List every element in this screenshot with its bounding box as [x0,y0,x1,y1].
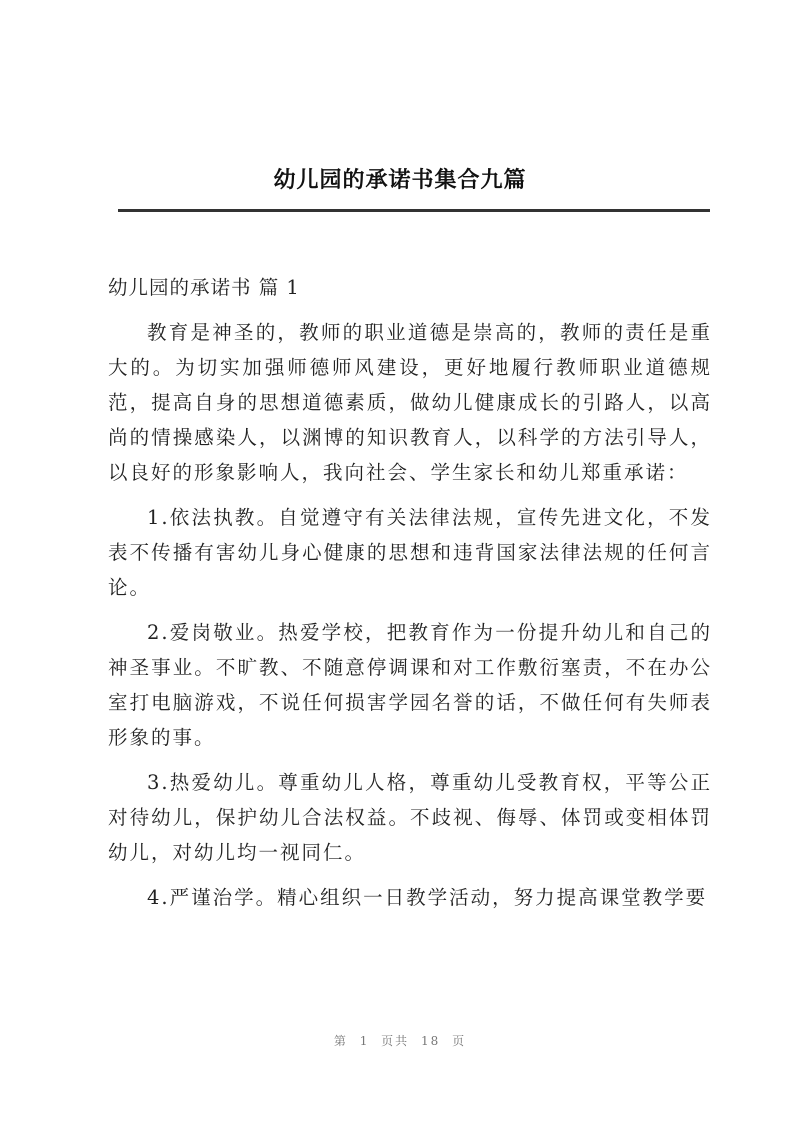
page-number-footer: 第 1 页共 18 页 [333,1034,467,1048]
document-title: 幼儿园的承诺书集合九篇 [273,168,527,193]
title-divider [118,209,710,212]
paragraph-item-2: 2.爱岗敬业。热爱学校，把教育作为一份提升幼儿和自己的神圣事业。不旷教、不随意停调课和对工作敷衍塞责，不在办公室打电脑游戏，不说任何损害学园名誉的话，不做任何有失师表形象的事。 [108,621,712,749]
paragraph-item-4: 4.严谨治学。精心组织一日教学活动，努力提高课堂教学要 [147,886,708,909]
paragraph-item-1: 1.依法执教。自觉遵守有关法律法规，宣传先进文化，不发表不传播有害幼儿身心健康的思想和违背国家法律法规的任何言论。 [108,506,712,599]
paragraph-intro: 教育是神圣的，教师的职业道德是崇高的，教师的责任是重大的。为切实加强师德师风建设，更好地履行教师职业道德规范，提高自身的思想道德素质，做幼儿健康成长的引路人，以高尚的情操感染人，以渊博的知识教育人，以科学的方法引导人，以良好的形象影响人，我向社会、学生家长和幼儿郑重承诺： [108,321,712,484]
section-heading: 幼儿园的承诺书 篇 1 [108,276,300,299]
document-body [108,270,712,925]
paragraph-item-3: 3.热爱幼儿。尊重幼儿人格，尊重幼儿受教育权，平等公正对待幼儿，保护幼儿合法权益。不歧视、侮辱、体罚或变相体罚幼儿，对幼儿均一视同仁。 [108,771,712,864]
